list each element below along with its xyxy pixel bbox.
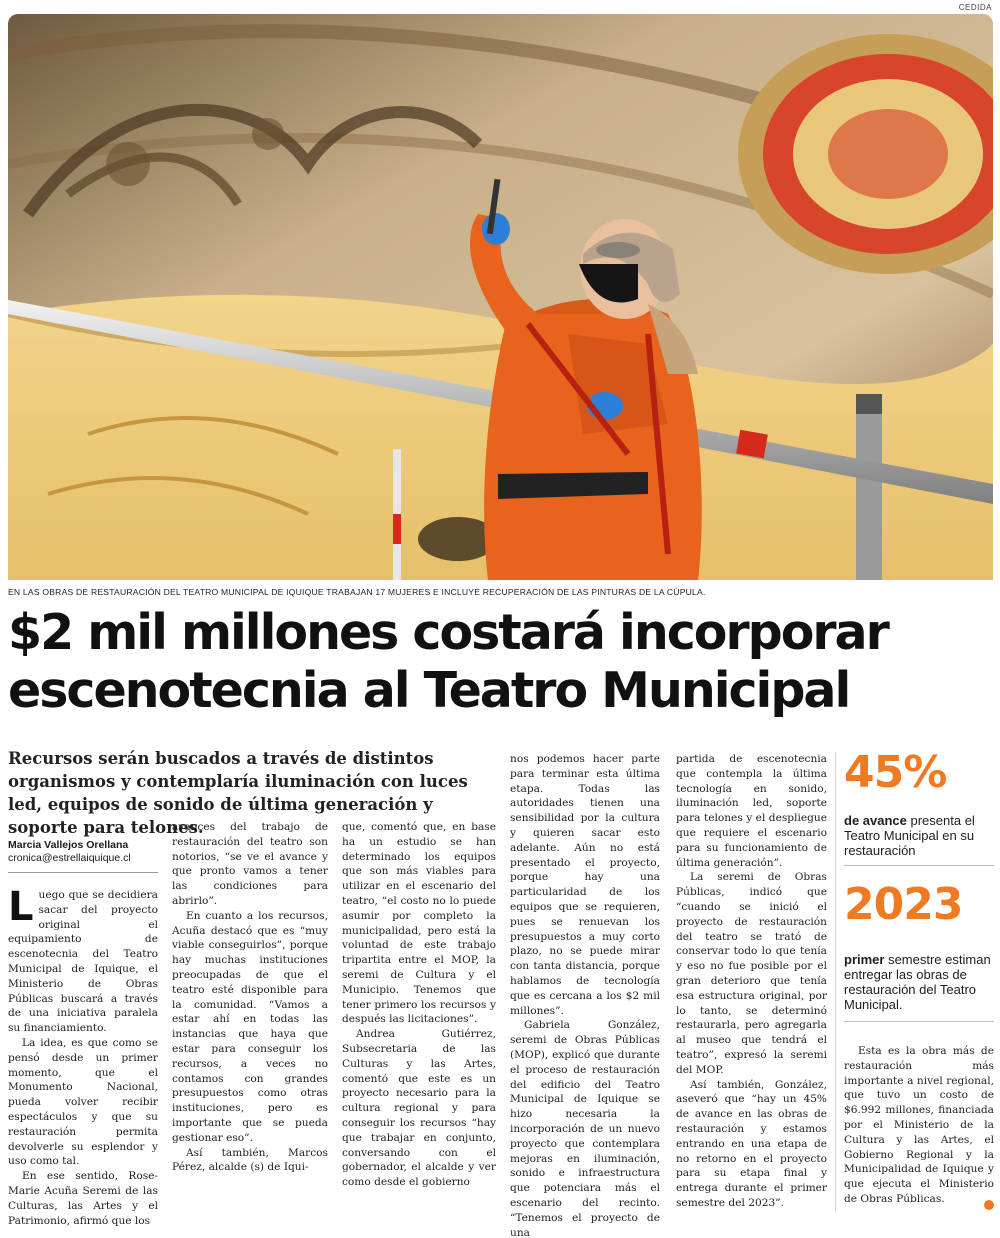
stat-year-text — [844, 952, 994, 1012]
paragraph: Andrea Gutiérrez, Subsecretaria de las Culturas y las Artes, comentó que este es un proyecto necesario para la cultura regional y para conseguir los recursos “hay que trabajar en conjunto, conversando con el gobernador, el alcalde y ver como desde el gobierno — [342, 1028, 496, 1189]
paragraph: partida de escenotecnia que contempla la última tecnología en sonido, iluminación led, soporte para telones y el despliegue que requiere el escenario para su funcionamiento de última generación”. — [676, 753, 827, 869]
byline — [8, 839, 158, 865]
paragraph: Así también, González, aseveró que “hay un 45% de avance en las obras de restauración y estamos entrando en una etapa de no retorno en el proyecto para su etapa final y entrega durante el primer semestre del 2023”. — [676, 1078, 827, 1209]
stat-desc: semestre estiman entregar las obras de restauración del Teatro Municipal. — [844, 952, 991, 1012]
end-of-article-icon — [984, 1200, 994, 1210]
paragraph — [8, 884, 158, 1036]
stat-percent: 45% — [844, 747, 947, 798]
photo-caption: EN LAS OBRAS DE RESTAURACIÓN DEL TEATRO MUNICIPAL DE IQUIQUE TRABAJAN 17 MUJERES E INCLUYE RECUPERACIÓN DE LAS PINTURAS DE LA CÚPULA. — [8, 587, 706, 597]
article-deck: Recursos serán buscados a través de distintos organismos y contemplaría iluminación con luces led, equipos de sonido de última generación y soporte para telones. — [8, 749, 468, 837]
photo-credit: CEDIDA — [958, 3, 992, 12]
sidebar-column — [844, 1044, 994, 1207]
body-column-2 — [172, 820, 328, 1175]
paragraph: En ese sentido, Rose-Marie Acuña Seremi de las Culturas, las Artes y el Patrimonio, afirmó que los — [8, 1170, 158, 1227]
headline-line-2: escenotecnia al Teatro Municipal — [8, 662, 850, 719]
stat-divider — [844, 865, 994, 866]
body-column-3 — [342, 820, 496, 1190]
paragraph: La seremi de Obras Públicas, indicó que “cuando se inició el proyecto de restauración del teatro se trató de conservar todo lo que tenía y eso no fue posible por el gran deterioro que tenía esa estructura original, por lo tanto, se determinó restaurarla, pero agregarla al museo que tendrá el teatro”, expresó la seremi del MOP. — [676, 871, 827, 1076]
paragraph: que, comentó que, en base ha un estudio se han determinado los equipos que son más viables para utilizar en el escenario del teatro, “el costo no lo puede asumir por completo la municipalidad, pero está la voluntad de este trabajo tripartita entre el MOP, la seremi de Cultura y el Municipio. Tenemos que tener primero los recursos y después las licitaciones”. — [342, 821, 496, 1026]
body-column-1 — [8, 884, 158, 1228]
stat-bold: primer — [844, 952, 885, 967]
sidebar-divider — [835, 752, 836, 1212]
paragraph: Gabriela González, seremi de Obras Públicas (MOP), explicó que durante el proceso de restauración del edificio del Teatro Municipal de Iquique se hizo necesaria la incorporación de un nuevo proyecto que contemplara mejoras en iluminación, sonido e infraestructura que potenciara más el escenario del recinto. “Tenemos el proyecto de una — [510, 1019, 660, 1238]
article-photo — [8, 14, 993, 580]
stat-bold: de avance — [844, 813, 907, 828]
body-column-5 — [676, 752, 827, 1211]
paragraph: avances del trabajo de restauración del teatro son notorios, “se ve el avance y que pronto vamos a tener las condiciones para abrirlo”. — [172, 821, 328, 907]
restoration-illustration — [8, 14, 993, 580]
stat-percent-text — [844, 813, 994, 858]
stat-divider — [844, 1021, 994, 1022]
body-column-4 — [510, 752, 660, 1238]
drop-cap: L — [8, 884, 34, 930]
headline — [8, 604, 993, 720]
paragraph-text: uego que se decidiera sacar del proyecto original el equipamiento de escenotecnia del Teatro Municipal de Iquique, el Ministerio de Obras Públicas buscará a través de una iniciativa paralela su financiamiento. — [8, 889, 158, 1035]
paragraph: La idea, es que como se pensó desde un primer momento, que el Monumento Nacional, pueda volver recibir espectáculos y que su restauración permita devolverle su esplendor y uso como tal. — [8, 1036, 158, 1168]
byline-divider — [8, 872, 158, 873]
paragraph: nos podemos hacer parte para terminar esta última etapa. Todas las autoridades tienen una sensibilidad por la cultura y quieren sacar esto adelante. Aún no está presentado el proyecto, porque hay una particularidad de los equipos que se requieren, pues se renuevan los presupuestos a muy corto plazo, no se puede mirar con tanta distancia, porque hablamos de tecnología que es cercana a los $2 mil millones”. — [510, 753, 660, 1017]
stat-desc: presenta el Teatro Municipal en su restauración — [844, 813, 975, 858]
stat-year: 2023 — [844, 879, 963, 930]
author-name: Marcia Vallejos Orellana — [8, 839, 129, 851]
paragraph: Esta es la obra más de restauración más importante a nivel regional, que tuvo un costo de $6.992 millones, financiada por el Ministerio de la Cultura y las Artes, el Gobierno Regional y la Municipalidad de Iquique y que ejecuta el Ministerio de Obras Públicas. — [844, 1045, 994, 1205]
headline-line-1: $2 mil millones costará incorporar — [8, 604, 888, 661]
author-email[interactable]: cronica@estrellaiquique.cl — [8, 852, 131, 864]
paragraph: Así también, Marcos Pérez, alcalde (s) de Iqui- — [172, 1146, 328, 1174]
paragraph: En cuanto a los recursos, Acuña destacó que es “muy viable conseguirlos”, porque hay muchas instituciones preocupadas de que el teatro esté disponible para la comunidad. “Vamos a estar ahí en todas las instancias que haya que estar para conseguir los recursos, a veces no contamos con grandes presupuestos como otras instituciones, pero es importante que se pueda gestionar eso”. — [172, 909, 328, 1144]
